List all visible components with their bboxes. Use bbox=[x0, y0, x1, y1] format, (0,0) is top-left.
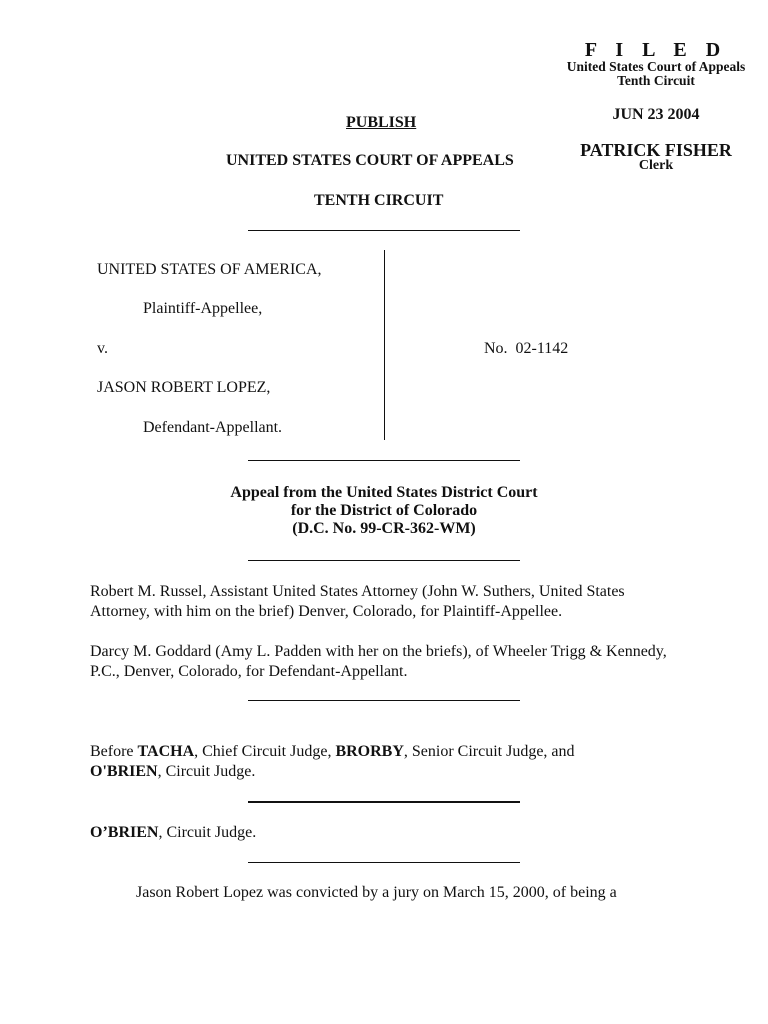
divider bbox=[248, 862, 520, 863]
plaintiff-name: UNITED STATES OF AMERICA, bbox=[97, 261, 322, 278]
divider bbox=[248, 560, 520, 561]
judge-brorby-title: , Senior Circuit Judge, and bbox=[403, 743, 575, 760]
clerk-name: PATRICK FISHER bbox=[580, 140, 732, 160]
opinion-first-line: Jason Robert Lopez was convicted by a jury on March 15, 2000, of being a bbox=[136, 884, 617, 901]
defendant-role: Defendant-Appellant. bbox=[143, 419, 283, 436]
panel-line bbox=[90, 742, 680, 782]
caption-vertical-rule bbox=[384, 250, 385, 440]
judge-obrien: O'BRIEN bbox=[90, 763, 158, 780]
divider bbox=[248, 460, 520, 461]
filed-stamp bbox=[548, 40, 764, 173]
divider bbox=[248, 801, 520, 803]
filed-label: F I L E D bbox=[584, 39, 728, 61]
counsel-appellee: Robert M. Russel, Assistant United States Attorney (John W. Suthers, United States Attorney, with him on the brief) Denver, Colorado, for Plaintiff-Appellee. bbox=[90, 583, 625, 620]
panel-before: Before bbox=[90, 743, 138, 760]
judge-tacha-title: , Chief Circuit Judge, bbox=[194, 743, 336, 760]
court-name: UNITED STATES COURT OF APPEALS bbox=[226, 152, 514, 169]
case-number: No. 02-1142 bbox=[484, 340, 569, 357]
publish-label: PUBLISH bbox=[346, 114, 417, 131]
judge-tacha: TACHA bbox=[137, 743, 195, 760]
judge-obrien-title: , Circuit Judge. bbox=[157, 763, 256, 780]
divider bbox=[248, 700, 520, 701]
appeal-block bbox=[160, 484, 608, 538]
judge-brorby: BRORBY bbox=[335, 743, 404, 760]
appeal-line-1: Appeal from the United States District Court bbox=[230, 484, 538, 501]
circuit-name: TENTH CIRCUIT bbox=[314, 192, 444, 209]
counsel-appellant: Darcy M. Goddard (Amy L. Padden with her on the briefs), of Wheeler Trigg & Kennedy, P.C., Denver, Colorado, for Defendant-Appellant. bbox=[90, 643, 667, 680]
stamp-circuit: Tenth Circuit bbox=[617, 73, 695, 88]
appeal-line-3: (D.C. No. 99-CR-362-WM) bbox=[292, 520, 476, 537]
plaintiff-role: Plaintiff-Appellee, bbox=[143, 300, 263, 317]
stamp-court: United States Court of Appeals bbox=[566, 59, 746, 74]
opinion-author bbox=[90, 823, 256, 843]
author-title: , Circuit Judge. bbox=[158, 824, 257, 841]
appeal-line-2: for the District of Colorado bbox=[290, 502, 478, 519]
filed-date: JUN 23 2004 bbox=[612, 106, 700, 123]
clerk-title: Clerk bbox=[638, 158, 674, 173]
divider bbox=[248, 230, 520, 231]
versus: v. bbox=[97, 340, 108, 357]
author-name: O’BRIEN bbox=[90, 824, 159, 841]
defendant-name: JASON ROBERT LOPEZ, bbox=[97, 379, 271, 396]
